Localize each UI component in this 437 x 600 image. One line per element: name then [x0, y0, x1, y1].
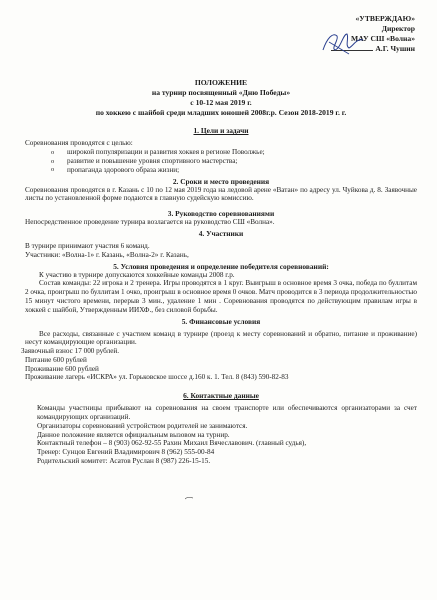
pen-mark — [185, 496, 193, 500]
parent-committee-contact: Родительский комитет: Асатов Руслан 8 (987) 226-15-15. — [37, 456, 211, 465]
title-line-1: ПОЛОЖЕНИЕ — [194, 78, 248, 87]
section-2-heading: 2. Сроки и место проведения — [172, 176, 270, 186]
camp-text: Проживание лагерь «ИСКРА» ул. Горьковское шоссе д.160 к. 1. Тел. 8 (843) 590-82-83 — [25, 373, 289, 382]
section-5-text-1: К участию в турнире допускаются хоккейные команды 2008 г.р. — [39, 270, 235, 279]
contacts-block — [25, 404, 417, 465]
section-1-intro: Соревнования проводятся с целью: — [25, 139, 133, 148]
section-5-heading: 5. Условия проведения и определение победителя соревнований: — [113, 261, 329, 271]
approval-position: Директор — [381, 23, 415, 33]
document-body — [21, 78, 417, 466]
section-7-heading: 6. Контактные данные — [183, 391, 259, 401]
section-4-heading: 4. Участники — [198, 229, 244, 238]
goal-item: o широкой популяризации и развития хоккея в регионе Поволжье; — [67, 148, 417, 157]
handwritten-signature — [319, 28, 367, 56]
goal-item: o пропаганда здорового образа жизни; — [67, 166, 417, 175]
section-4-text-2: Участники: «Волна-1» г. Казань, «Волна-2» г. Казань, — [25, 250, 189, 259]
section-2-text: Соревнования проводятся в г. Казань с 10 по 12 мая 2019 года на ледовой арене «Ватан» по адресу ул. Чуйкова д. 8. Заявочные листы по установленной форме подаются в главную судейскую комиссию. — [25, 185, 417, 203]
title-line-3: с 10-12 мая 2019 г. — [190, 97, 252, 107]
approval-organization: МАУ СШ «Волна» — [351, 33, 415, 43]
contact-phone: Контактный телефон – 8 (903) 062-92-55 Рахин Михаил Вячеславович. (главный судья), — [37, 439, 307, 448]
meals-text: Питание 600 рублей — [25, 355, 87, 364]
contacts-text-3: Данное положение является официальным вызовом на турнир. — [37, 430, 230, 439]
accommodation-text: Проживание 600 рублей — [25, 364, 99, 373]
contacts-text-2: Организаторы соревнований устройством родителей не занимаются. — [37, 421, 248, 430]
document-title — [25, 78, 417, 117]
section-3-text: Непосредственное проведение турнира возлагается на руководство СШ «Волна». — [25, 218, 275, 227]
title-line-4: по хоккею с шайбой среди младших юношей 2008г.р. Сезон 2018-2019 г. г. — [95, 107, 347, 117]
section-1-heading: 1. Цели и задачи — [193, 126, 249, 136]
goals-list — [25, 148, 417, 174]
coach-contact: Тренер: Сунцов Евгений Владимирович 8 (962) 555-00-84 — [37, 448, 215, 457]
section-5-text-2: Состав команды: 22 игрока и 2 тренера. Игры проводятся в 1 круг. Выигрыш в основное время 3 очка, победа по буллитам 2 очка, проигрыш по буллитам 1 очко, проигрыш в основное время 0 очков. Матч проводится в 3 периода продолжительностью 15 минут чистого времени, перерыв 3 мин., удаление 1 мин . Соревнования проводятся по действующим правилам игры в хоккей с шайбой, Утвержденным ИИХФ., без силовой борьбы. — [25, 279, 417, 314]
title-line-2: на турнир посвященный «Дню Победы» — [151, 87, 291, 97]
approval-signatory-name: А.Г. Чушин — [375, 43, 415, 53]
approval-heading: «УТВЕРЖДАЮ» — [355, 14, 415, 23]
fee-text: Заявочный взнос 17 000 рублей. — [21, 347, 120, 356]
goal-item: o развитие и повышение уровня спортивного мастерства; — [67, 157, 417, 166]
section-4-text-1: В турнире принимают участия 6 команд. — [25, 242, 150, 251]
section-3-heading: 3. Руководство соревнованиями — [167, 209, 275, 219]
section-6-heading: 5. Финансовые условия — [181, 316, 261, 326]
section-6-text-1: Все расходы, связанные с участием команд в турнире (проезд к месту соревнований и обратно, питание и проживание) несут командирующие организации. — [25, 329, 417, 347]
contacts-text-1: Команды участницы прибывают на соревнования на своем транспорте или обеспечиваются организаторами за счет командирующих организаций. — [37, 404, 417, 422]
